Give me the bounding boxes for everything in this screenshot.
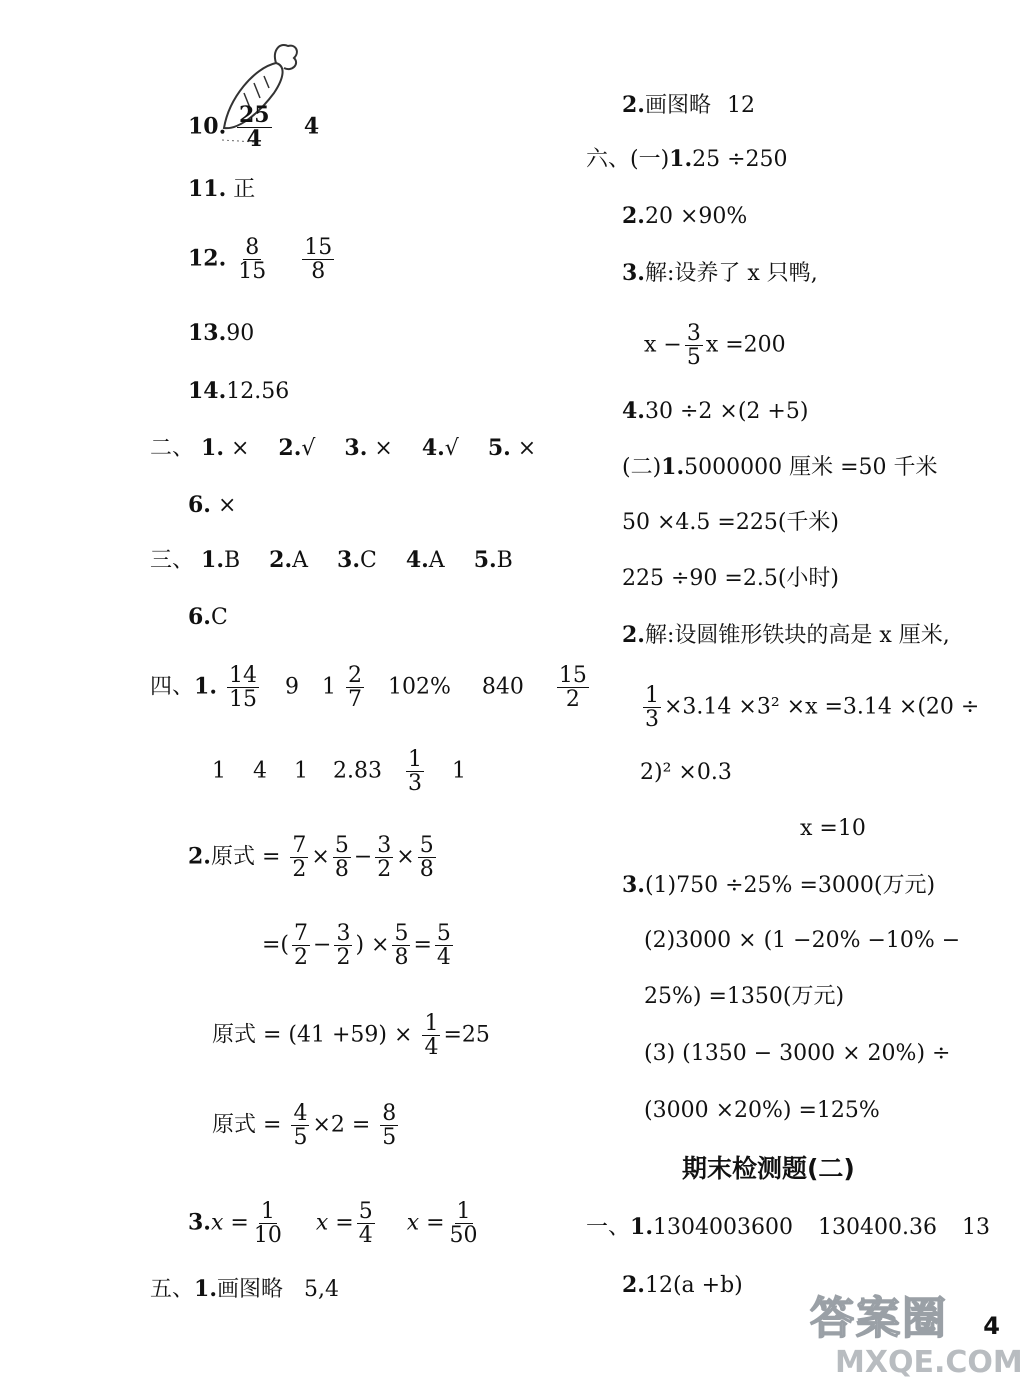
right-r13: x =10 [800,816,866,841]
right-r18: (3000 ×20%) =125% [644,1098,880,1123]
right-r17: (3) (1350 − 3000 × 20%) ÷ [644,1041,951,1066]
section4-q3: 3.x = $\frac{1}{10}$ x = $\frac{5}{4}$ x = $\frac{1}{50}$ [188,1199,478,1249]
right-r12: 2)² ×0.3 [640,760,732,785]
section2-marker: 二、 [150,436,195,461]
right-r15: (2)3000 × (1 −20% −10% − [644,928,961,953]
q10-line [188,104,319,151]
section5-line: 五、1.画图略 5,4 [150,1276,339,1302]
right-r1: 2.画图略 12 [622,92,755,118]
right-r7: (二)1.5000000 厘米 =50 千米 [622,454,938,480]
q12-label: 12. [188,245,227,272]
section3-line1: 三、 1.B 2.A 3.C 4.A 5.B [150,547,513,573]
right-r20: 2.12(a +b) [622,1272,743,1298]
section-heading: 期末检测题(二) [682,1154,855,1183]
section4-eq1: 2.原式 = $\frac{7}{2}$ × $\frac{5}{8}$ − $\frac{3}{2}$ × $\frac{5}{8}$ [188,833,434,883]
q12-fraction-2: $\frac{15}{8}$ [304,235,333,285]
section4-eq4: 原式 = $\frac{4}{5}$ ×2 = $\frac{8}{5}$ [212,1101,397,1151]
section4-marker: 四、 [150,674,195,700]
section4-eq3: 原式 = (41 +59) × $\frac{1}{4}$ =25 [212,1011,490,1061]
q12-fraction-1: $\frac{8}{15}$ [238,235,267,285]
right-r3: 2.20 ×90% [622,203,748,229]
watermark-logo: 答案圈 [810,1293,948,1344]
section6-marker: 六、(一) [586,147,670,172]
right-r16: 25%) =1350(万元) [644,984,845,1009]
q14-value: 12.56 [226,379,290,404]
q12-line [188,236,337,283]
section4-line2: 1 4 1 2.83 $\frac{1}{3}$ 1 [212,747,466,797]
q13-value: 90 [226,321,255,346]
page-number: 4 [983,1312,1000,1340]
section2-line1: 二、 1. × 2.√ 3. × 4.√ 5. × [150,435,537,461]
q14-line [188,380,289,403]
watermark-url: MXQE.COM [835,1345,1023,1380]
right-r14: 3.(1)750 ÷25% =3000(万元) [622,872,936,898]
section4-eq2: =( $\frac{7}{2}$ − $\frac{3}{2}$ ) × $\frac{5}{8}$ = $\frac{5}{4}$ [262,921,451,971]
q13-line [188,322,254,345]
right-r19: 一、1.1304003600 130400.36 13 [586,1214,990,1240]
right-r9: 225 ÷90 =2.5(小时) [622,566,839,591]
section5-marker: 五、 [150,1277,195,1302]
right-r10: 2.解:设圆锥形铁块的高是 x 厘米, [622,622,950,648]
section3-line2: 6.C [188,604,228,630]
right-r2: 六、(一)1.25 ÷250 [586,146,788,172]
section2-line2: 6. × [188,492,237,518]
right-r11: $\frac{1}{3}$ ×3.14 ×3² ×x =3.14 ×(20 ÷ [645,683,980,733]
right-r4: 3.解:设养了 x 只鸭, [622,260,818,286]
q13-label: 13. [188,320,227,346]
q11-line [188,178,255,201]
q10-value: 4 [303,113,320,140]
q10-fraction: $\frac{25}{4}$ [238,102,270,153]
right-r8: 50 ×4.5 =225(千米) [622,510,839,535]
q11-value: 正 [233,177,256,202]
right-r6: 4.30 ÷2 ×(2 +5) [622,398,809,424]
q10-label: 10. [188,113,227,140]
section3-marker: 三、 [150,548,195,573]
q11-label: 11. [188,176,227,202]
q14-label: 14. [188,378,227,404]
section4-line1: 四、1. $\frac{14}{15}$ 9 1 $\frac{2}{7}$ 102% 840 $\frac{15}{2}$ [150,663,587,713]
right-r5: x − $\frac{3}{5}$ x =200 [644,321,786,371]
